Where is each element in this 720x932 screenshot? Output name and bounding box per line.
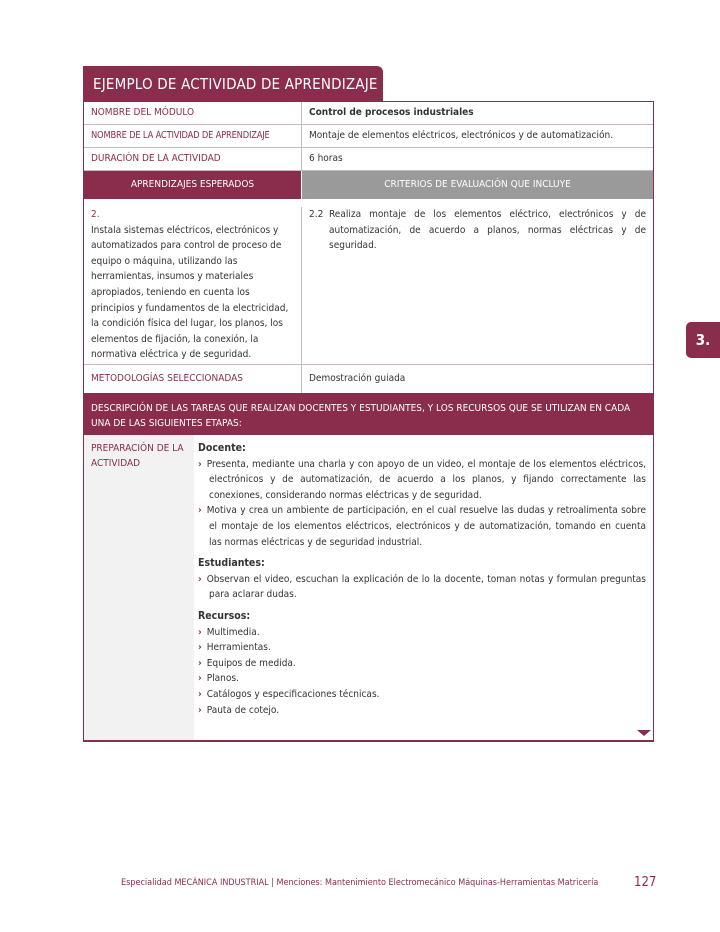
actividad-label: NOMBRE DE LA ACTIVIDAD DE APRENDIZAJE bbox=[84, 125, 302, 147]
list-item: › Catálogos y especificaciones técnicas. bbox=[198, 687, 646, 703]
aprendizajes-header: APRENDIZAJES ESPERADOS bbox=[84, 171, 302, 199]
footer-text: Especialidad MECÁNICA INDUSTRIAL | Menciones: Mantenimiento Electromecánico Máquinas-Herramientas Matricería bbox=[121, 878, 599, 888]
duracion-label: DURACIÓN DE LA ACTIVIDAD bbox=[84, 148, 302, 170]
triangle-down-icon bbox=[637, 730, 651, 736]
row-preparacion bbox=[84, 435, 653, 740]
list-item: › Motiva y crea un ambiente de participación, en el cual resuelve las dudas y retroalimenta sobre el montaje de los elementos eléctricos, electrónicos y de automatización, tomando en cuenta las normas eléctricas y de seguridad industrial. bbox=[198, 503, 646, 550]
list-item: › Equipos de medida. bbox=[198, 656, 646, 672]
metodologias-value: Demostración guiada bbox=[309, 373, 406, 384]
modulo-label: NOMBRE DEL MÓDULO bbox=[84, 102, 302, 124]
aprendizaje-number: 2. bbox=[91, 209, 100, 220]
criterios-header: CRITERIOS DE EVALUACIÓN QUE INCLUYE bbox=[302, 171, 653, 199]
list-item: › Presenta, mediante una charla y con apoyo de un video, el montaje de los elementos eléctricos, electrónicos y de automatización, de acuerdo a los planos, y fijando correctamente las conexiones, considerando normas eléctricas y de seguridad. bbox=[198, 457, 646, 504]
criterio-number: 2.2 bbox=[309, 209, 324, 220]
aprendizaje-cell bbox=[84, 207, 302, 364]
metodologias-label: METODOLOGÍAS SELECCIONADAS bbox=[84, 365, 302, 393]
content-row bbox=[84, 199, 653, 365]
row-actividad bbox=[84, 125, 653, 148]
list-item: › Pauta de cotejo. bbox=[198, 703, 646, 719]
etapa-content bbox=[194, 435, 653, 740]
recursos-list bbox=[198, 625, 646, 719]
criterio-cell bbox=[302, 207, 653, 364]
duracion-value: 6 horas bbox=[309, 153, 343, 164]
list-item: › Planos. bbox=[198, 671, 646, 687]
row-duracion bbox=[84, 148, 653, 171]
docente-list bbox=[198, 457, 646, 551]
list-item: › Multimedia. bbox=[198, 625, 646, 641]
criterio-text: Realiza montaje de los elementos eléctrico, electrónicos y de automatización, de acuerdo a planos, normas eléctricas y de seguridad. bbox=[329, 209, 646, 252]
recursos-title: Recursos: bbox=[198, 609, 251, 622]
aprendizaje-text: Instala sistemas eléctricos, electrónicos y automatizados para control de proceso de equipo o máquina, utilizando las herramientas, insumos y materiales apropiados, teniendo en cuenta los principios y fundamentos de la electricidad, la condición física del lugar, los planos, los elementos de fijación, la conexión, la normativa eléctrica y de seguridad. bbox=[91, 224, 289, 361]
docente-title: Docente: bbox=[198, 442, 246, 454]
chapter-tab: 3. bbox=[686, 322, 720, 358]
descripcion-header: DESCRIPCIÓN DE LAS TAREAS QUE REALIZAN DOCENTES Y ESTUDIANTES, Y LOS RECURSOS QUE SE UTILIZAN EN CADA UNA DE LAS SIGUIENTES ETAPAS: bbox=[84, 393, 653, 435]
list-item: › Herramientas. bbox=[198, 640, 646, 656]
header-row bbox=[84, 171, 653, 199]
list-item: › Observan el video, escuchan la explicación de lo la docente, toman notas y formulan preguntas para aclarar dudas. bbox=[198, 572, 646, 603]
section-title: EJEMPLO DE ACTIVIDAD DE APRENDIZAJE bbox=[83, 66, 383, 101]
activity-table bbox=[83, 101, 654, 742]
row-metodologias bbox=[84, 365, 653, 393]
row-modulo bbox=[84, 102, 653, 125]
estudiantes-title: Estudiantes: bbox=[198, 557, 265, 570]
estudiantes-list bbox=[198, 572, 646, 603]
page-number: 127 bbox=[634, 875, 657, 890]
actividad-value: Montaje de elementos eléctricos, electrónicos y de automatización. bbox=[309, 130, 614, 141]
etapa-label: PREPARACIÓN DE LA ACTIVIDAD bbox=[84, 435, 194, 740]
modulo-value: Control de procesos industriales bbox=[309, 107, 474, 118]
